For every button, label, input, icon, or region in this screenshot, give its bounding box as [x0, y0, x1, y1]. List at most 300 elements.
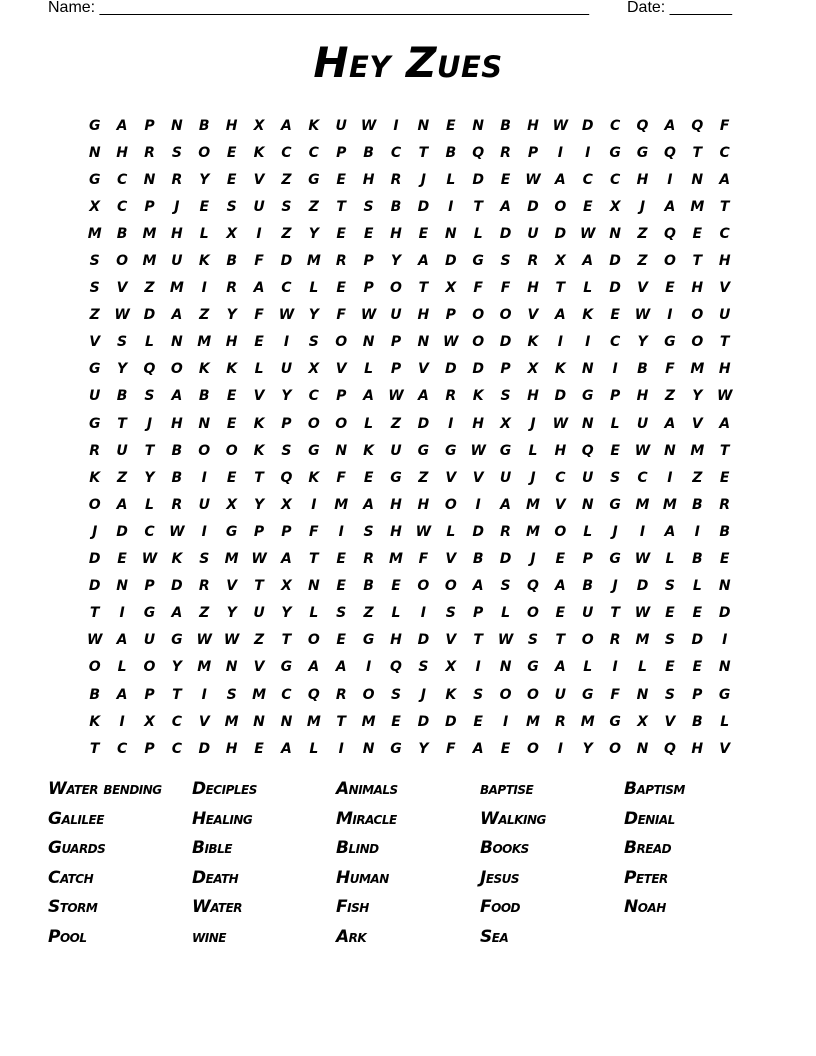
- grid-letter: H: [362, 171, 375, 188]
- grid-letter: P: [281, 523, 292, 540]
- grid-letter: T: [336, 198, 346, 215]
- grid-letter: Z: [144, 280, 155, 297]
- grid-letter: C: [281, 686, 292, 703]
- grid-letter: S: [281, 442, 292, 459]
- grid-letter: T: [555, 280, 566, 297]
- grid-letter: M: [252, 686, 266, 703]
- grid-letter: I: [475, 496, 481, 513]
- grid-letter: G: [609, 496, 621, 513]
- grid-letter: L: [199, 225, 209, 242]
- grid-letter: Y: [692, 388, 703, 405]
- grid-letter: L: [309, 740, 319, 757]
- grid-letter: M: [306, 713, 321, 730]
- grid-letter: A: [171, 605, 183, 622]
- grid-letter: L: [309, 605, 319, 622]
- grid-letter: T: [336, 713, 346, 730]
- grid-row: [81, 193, 739, 220]
- grid-letter: I: [475, 659, 481, 676]
- grid-letter: O: [307, 632, 320, 649]
- grid-letter: Q: [307, 686, 320, 703]
- grid-letter: I: [338, 523, 344, 540]
- grid-letter: U: [582, 605, 594, 622]
- grid-letter: I: [557, 740, 563, 757]
- grid-letter: M: [169, 280, 184, 297]
- grid-letter: N: [280, 713, 293, 730]
- grid-letter: G: [472, 253, 484, 270]
- grid-letter: D: [581, 117, 594, 134]
- word-list-item: Deciples: [192, 779, 257, 799]
- grid-letter: V: [89, 334, 101, 351]
- word-list-item: Jesus: [480, 867, 520, 888]
- grid-letter: B: [445, 144, 457, 161]
- grid-letter: B: [691, 496, 703, 513]
- grid-letter: W: [278, 307, 295, 324]
- word-search-grid: [81, 112, 739, 762]
- grid-letter: W: [497, 632, 514, 649]
- grid-letter: T: [309, 551, 319, 568]
- grid-letter: C: [281, 280, 292, 297]
- grid-letter: G: [143, 605, 156, 622]
- grid-letter: X: [500, 415, 511, 432]
- grid-letter: A: [664, 117, 676, 134]
- grid-letter: W: [415, 523, 432, 540]
- grid-letter: T: [117, 415, 127, 432]
- grid-letter: E: [610, 442, 620, 459]
- grid-letter: W: [388, 388, 404, 405]
- grid-letter: U: [636, 415, 649, 432]
- grid-letter: S: [89, 253, 100, 270]
- grid-letter: D: [554, 225, 567, 242]
- grid-letter: H: [225, 740, 238, 757]
- grid-letter: B: [198, 117, 210, 134]
- grid-letter: Y: [281, 388, 292, 405]
- grid-letter: X: [253, 117, 265, 134]
- grid-letter: O: [554, 523, 567, 540]
- grid-letter: F: [309, 523, 319, 540]
- grid-letter: Q: [663, 144, 676, 161]
- grid-letter: N: [307, 578, 320, 595]
- grid-letter: N: [664, 442, 676, 459]
- grid-letter: O: [88, 496, 101, 513]
- grid-letter: L: [254, 361, 264, 378]
- grid-letter: D: [691, 632, 704, 649]
- grid-letter: V: [335, 361, 347, 378]
- grid-letter: T: [254, 469, 264, 486]
- grid-letter: W: [634, 605, 651, 622]
- grid-letter: I: [365, 659, 372, 676]
- grid-letter: H: [691, 740, 704, 757]
- grid-letter: A: [417, 388, 429, 405]
- grid-letter: E: [692, 605, 703, 622]
- grid-letter: E: [226, 388, 237, 405]
- grid-letter: L: [583, 280, 593, 297]
- grid-letter: G: [390, 740, 402, 757]
- grid-letter: V: [253, 659, 265, 676]
- grid-letter: A: [554, 659, 566, 676]
- grid-letter: C: [555, 469, 566, 486]
- grid-letter: A: [500, 496, 511, 513]
- grid-letter: F: [336, 307, 346, 324]
- word-list-item: Fish: [336, 897, 369, 918]
- grid-letter: L: [364, 361, 374, 378]
- grid-letter: K: [198, 361, 210, 378]
- grid-letter: A: [171, 307, 183, 324]
- grid-letter: G: [88, 415, 101, 432]
- grid-letter: M: [389, 551, 403, 568]
- grid-letter: E: [665, 659, 675, 676]
- grid-letter: R: [719, 496, 731, 513]
- grid-letter: V: [554, 496, 566, 513]
- grid-letter: J: [530, 551, 536, 568]
- grid-letter: T: [692, 144, 703, 161]
- grid-letter: E: [719, 551, 730, 568]
- grid-letter: I: [448, 415, 454, 432]
- grid-letter: B: [198, 388, 210, 405]
- grid-letter: G: [581, 686, 594, 703]
- grid-letter: S: [664, 578, 675, 595]
- grid-letter: K: [89, 469, 101, 486]
- grid-letter: G: [499, 442, 512, 459]
- grid-row: [81, 491, 739, 518]
- grid-letter: I: [557, 144, 563, 161]
- grid-row: [81, 247, 739, 274]
- grid-letter: O: [499, 686, 512, 703]
- grid-row: [81, 383, 739, 410]
- grid-letter: D: [417, 632, 430, 649]
- grid-letter: S: [500, 388, 511, 405]
- grid-letter: S: [390, 686, 402, 703]
- grid-letter: G: [417, 442, 430, 459]
- grid-letter: M: [635, 496, 650, 513]
- grid-letter: C: [171, 740, 182, 757]
- grid-letter: J: [420, 171, 426, 188]
- grid-row: [81, 139, 739, 166]
- grid-letter: U: [582, 469, 594, 486]
- grid-letter: N: [581, 361, 594, 378]
- grid-letter: N: [225, 659, 238, 676]
- grid-letter: H: [116, 144, 128, 161]
- grid-letter: F: [336, 469, 346, 486]
- grid-letter: L: [610, 415, 620, 432]
- grid-letter: J: [146, 415, 153, 432]
- grid-letter: H: [554, 442, 567, 459]
- grid-letter: G: [636, 144, 649, 161]
- grid-letter: S: [226, 686, 237, 703]
- grid-letter: I: [448, 198, 454, 215]
- grid-letter: G: [445, 442, 457, 459]
- grid-letter: U: [253, 198, 265, 215]
- grid-letter: A: [116, 686, 128, 703]
- grid-letter: N: [609, 225, 621, 242]
- grid-letter: O: [362, 686, 375, 703]
- grid-letter: G: [88, 117, 101, 134]
- grid-letter: J: [420, 686, 426, 703]
- grid-letter: D: [444, 253, 457, 270]
- word-list-item: Sea: [480, 926, 509, 947]
- grid-letter: Q: [636, 117, 649, 134]
- grid-letter: G: [390, 469, 402, 486]
- grid-letter: F: [500, 280, 511, 297]
- page-title: Hey Zues: [313, 38, 503, 87]
- grid-letter: U: [390, 307, 402, 324]
- grid-letter: V: [472, 469, 484, 486]
- grid-letter: T: [473, 198, 483, 215]
- grid-letter: W: [169, 523, 185, 540]
- word-list-item: Animals: [336, 779, 398, 799]
- grid-letter: T: [89, 740, 100, 757]
- grid-letter: S: [363, 523, 374, 540]
- grid-letter: Z: [308, 198, 319, 215]
- grid-letter: N: [362, 334, 375, 351]
- grid-row: [81, 356, 739, 383]
- grid-letter: X: [144, 713, 155, 730]
- grid-letter: G: [609, 144, 621, 161]
- grid-letter: M: [525, 523, 540, 540]
- grid-row: [81, 600, 739, 627]
- grid-letter: V: [719, 740, 731, 757]
- grid-letter: I: [338, 740, 344, 757]
- grid-letter: O: [444, 496, 457, 513]
- grid-letter: S: [527, 632, 538, 649]
- word-list-column: [624, 779, 764, 927]
- grid-letter: E: [555, 605, 566, 622]
- grid-letter: U: [171, 253, 183, 270]
- grid-letter: W: [525, 171, 541, 188]
- grid-letter: F: [473, 280, 483, 297]
- grid-letter: Z: [281, 225, 292, 242]
- grid-letter: V: [445, 632, 457, 649]
- grid-letter: A: [719, 415, 731, 432]
- grid-letter: B: [719, 523, 731, 540]
- grid-letter: E: [363, 469, 374, 486]
- word-list-item: Walking: [480, 808, 546, 829]
- grid-letter: I: [420, 605, 426, 622]
- grid-letter: L: [364, 415, 374, 432]
- grid-letter: T: [418, 280, 429, 297]
- grid-letter: Q: [280, 469, 293, 486]
- grid-letter: C: [308, 144, 319, 161]
- grid-letter: G: [527, 659, 539, 676]
- grid-letter: P: [144, 117, 155, 134]
- grid-letter: G: [609, 713, 621, 730]
- word-list-item: baptise: [480, 779, 534, 799]
- word-list-item: Peter: [624, 867, 668, 888]
- grid-letter: G: [362, 632, 375, 649]
- grid-letter: X: [554, 253, 566, 270]
- grid-letter: S: [610, 469, 621, 486]
- grid-letter: I: [612, 361, 618, 378]
- grid-letter: E: [391, 713, 401, 730]
- grid-row: [81, 681, 739, 708]
- grid-letter: B: [363, 144, 374, 161]
- grid-letter: A: [472, 740, 484, 757]
- grid-letter: O: [472, 334, 485, 351]
- grid-letter: Y: [117, 361, 128, 378]
- grid-letter: E: [254, 334, 264, 351]
- grid-letter: P: [609, 388, 621, 405]
- grid-letter: S: [500, 253, 511, 270]
- grid-letter: K: [253, 144, 265, 161]
- grid-letter: G: [308, 171, 320, 188]
- grid-letter: U: [335, 117, 347, 134]
- word-list-column: [480, 779, 620, 957]
- grid-letter: E: [336, 632, 346, 649]
- grid-letter: Y: [390, 253, 402, 270]
- grid-letter: R: [445, 388, 457, 405]
- grid-letter: E: [418, 225, 429, 242]
- grid-letter: C: [637, 469, 648, 486]
- grid-letter: D: [417, 198, 430, 215]
- grid-letter: H: [225, 334, 238, 351]
- grid-letter: U: [390, 442, 402, 459]
- grid-letter: O: [472, 307, 485, 324]
- grid-letter: M: [142, 225, 157, 242]
- grid-letter: T: [692, 253, 703, 270]
- grid-letter: S: [308, 334, 319, 351]
- grid-letter: N: [718, 659, 731, 676]
- grid-letter: A: [554, 171, 566, 188]
- grid-letter: U: [280, 361, 293, 378]
- grid-letter: O: [444, 578, 457, 595]
- grid-letter: H: [527, 117, 539, 134]
- grid-letter: T: [719, 334, 730, 351]
- grid-letter: N: [581, 415, 594, 432]
- grid-letter: B: [637, 361, 648, 378]
- grid-letter: P: [144, 198, 155, 215]
- grid-letter: W: [360, 117, 377, 134]
- grid-letter: I: [393, 117, 399, 134]
- grid-letter: P: [473, 605, 484, 622]
- grid-letter: Q: [663, 740, 676, 757]
- grid-letter: D: [444, 713, 457, 730]
- grid-letter: L: [145, 334, 154, 351]
- grid-letter: V: [637, 280, 648, 297]
- grid-letter: Q: [390, 659, 402, 676]
- grid-letter: W: [86, 632, 103, 649]
- grid-letter: R: [609, 632, 621, 649]
- grid-letter: V: [527, 307, 539, 324]
- grid-letter: H: [390, 523, 402, 540]
- grid-letter: B: [500, 117, 511, 134]
- grid-letter: O: [526, 686, 539, 703]
- grid-letter: I: [639, 523, 646, 540]
- grid-letter: I: [667, 171, 673, 188]
- grid-letter: V: [445, 469, 457, 486]
- grid-letter: E: [336, 578, 346, 595]
- grid-letter: W: [196, 632, 212, 649]
- word-list-item: Books: [480, 838, 529, 859]
- grid-letter: A: [554, 307, 566, 324]
- grid-letter: K: [226, 361, 238, 378]
- word-list-item: Pool: [48, 926, 87, 947]
- grid-letter: E: [665, 605, 675, 622]
- grid-letter: M: [690, 198, 705, 215]
- grid-letter: H: [417, 496, 430, 513]
- grid-letter: O: [526, 605, 539, 622]
- grid-letter: E: [445, 117, 456, 134]
- grid-letter: C: [116, 198, 128, 215]
- grid-letter: O: [335, 415, 348, 432]
- grid-letter: I: [557, 334, 563, 351]
- grid-letter: Y: [281, 605, 292, 622]
- grid-letter: S: [199, 551, 210, 568]
- grid-letter: R: [554, 713, 566, 730]
- grid-letter: L: [583, 659, 593, 676]
- grid-letter: B: [116, 388, 128, 405]
- grid-letter: K: [363, 442, 375, 459]
- grid-letter: I: [722, 632, 728, 649]
- grid-letter: A: [281, 551, 292, 568]
- grid-letter: M: [361, 713, 376, 730]
- grid-letter: Q: [581, 442, 594, 459]
- word-list-item: Death: [192, 867, 239, 888]
- grid-letter: S: [336, 605, 347, 622]
- grid-letter: T: [172, 686, 182, 703]
- grid-letter: U: [718, 307, 731, 324]
- grid-letter: B: [390, 198, 402, 215]
- grid-letter: V: [664, 713, 676, 730]
- grid-letter: Z: [253, 632, 265, 649]
- grid-letter: N: [718, 578, 731, 595]
- grid-row: [81, 166, 739, 193]
- grid-letter: T: [281, 632, 292, 649]
- grid-letter: K: [554, 361, 566, 378]
- grid-letter: H: [390, 496, 402, 513]
- grid-letter: H: [417, 307, 430, 324]
- grid-letter: N: [143, 171, 156, 188]
- grid-letter: Q: [526, 578, 539, 595]
- grid-row: [81, 275, 739, 302]
- grid-letter: I: [283, 334, 290, 351]
- grid-letter: M: [197, 659, 212, 676]
- grid-letter: Z: [692, 469, 703, 486]
- grid-letter: Z: [199, 307, 210, 324]
- grid-row: [81, 437, 739, 464]
- grid-letter: A: [664, 523, 676, 540]
- grid-letter: H: [636, 171, 649, 188]
- grid-letter: L: [720, 713, 730, 730]
- grid-letter: R: [226, 280, 238, 297]
- grid-row: [81, 112, 739, 139]
- grid-letter: I: [201, 523, 207, 540]
- grid-letter: E: [363, 225, 374, 242]
- grid-letter: U: [527, 225, 539, 242]
- grid-letter: I: [119, 713, 125, 730]
- grid-letter: I: [585, 334, 591, 351]
- grid-letter: W: [580, 225, 596, 242]
- grid-letter: C: [609, 117, 621, 134]
- grid-letter: R: [500, 523, 511, 540]
- grid-letter: O: [307, 415, 320, 432]
- grid-letter: L: [665, 551, 675, 568]
- grid-letter: E: [226, 144, 237, 161]
- grid-letter: V: [417, 361, 429, 378]
- grid-letter: D: [143, 307, 156, 324]
- grid-letter: P: [692, 686, 703, 703]
- grid-letter: H: [472, 415, 485, 432]
- grid-letter: D: [417, 415, 430, 432]
- word-list-column: [192, 779, 332, 957]
- date-field-label: Date: _______: [627, 0, 732, 16]
- grid-letter: H: [718, 361, 731, 378]
- grid-letter: N: [362, 740, 375, 757]
- grid-letter: D: [609, 253, 621, 270]
- grid-letter: L: [638, 659, 647, 676]
- grid-letter: G: [308, 442, 320, 459]
- grid-letter: E: [336, 551, 346, 568]
- grid-letter: A: [719, 171, 731, 188]
- grid-letter: E: [500, 171, 511, 188]
